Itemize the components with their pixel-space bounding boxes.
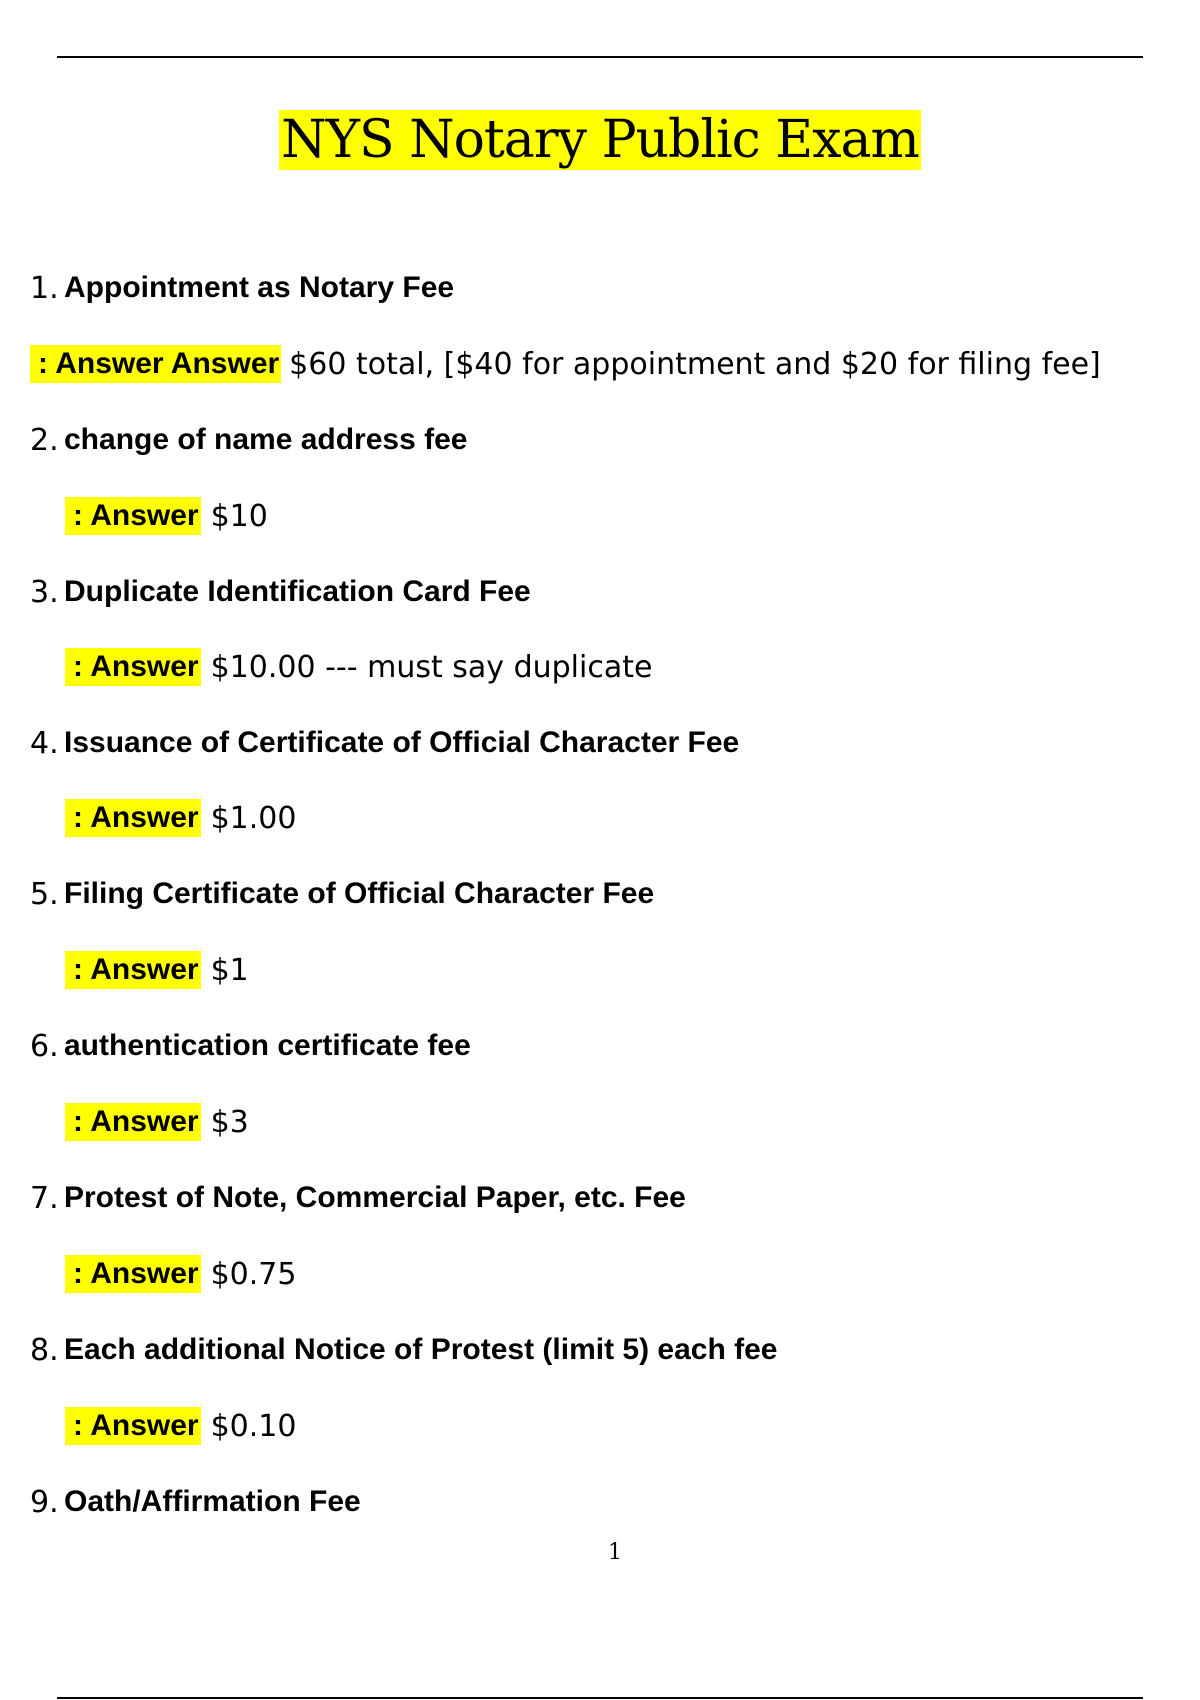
answer-label: : Answer: [65, 1103, 201, 1141]
question-number: 6.: [30, 1028, 59, 1064]
answer-value: $0.10: [210, 1408, 297, 1444]
bottom-divider: [57, 1697, 1143, 1699]
question-row: [30, 723, 739, 763]
answer-label: : Answer: [65, 497, 201, 535]
page-title-text: NYS Notary Public Exam: [281, 110, 919, 170]
answer-label: : Answer: [65, 799, 201, 837]
question-row: [30, 874, 654, 914]
top-divider: [57, 56, 1143, 58]
answer-row: [65, 1254, 296, 1294]
answer-label: : Answer: [65, 1407, 201, 1445]
answer-row: [65, 647, 652, 687]
question-text: Oath/Affirmation Fee: [64, 1485, 361, 1518]
question-number: 3.: [30, 574, 59, 610]
question-row: [30, 1330, 777, 1370]
question-row: [30, 1026, 471, 1066]
question-number: 8.: [30, 1332, 59, 1368]
answer-value: $1: [210, 952, 249, 988]
question-text: Each additional Notice of Protest (limit 5) each fee: [64, 1333, 778, 1366]
answer-label: : Answer Answer: [30, 345, 281, 383]
question-row: [30, 420, 467, 460]
question-number: 5.: [30, 876, 59, 912]
answer-row: [65, 798, 296, 838]
question-text: Issuance of Certificate of Official Character Fee: [64, 726, 740, 759]
answer-row: [65, 496, 268, 536]
answer-value: $10.00 --- must say duplicate: [210, 649, 653, 685]
answer-value: $60 total, [$40 for appointment and $20 for filing fee]: [289, 346, 1101, 382]
question-row: [30, 1178, 686, 1218]
question-row: [30, 268, 454, 308]
answer-row: [30, 344, 1101, 384]
question-text: Appointment as Notary Fee: [64, 271, 455, 304]
answer-label: : Answer: [65, 1255, 201, 1293]
question-text: Protest of Note, Commercial Paper, etc. Fee: [64, 1181, 686, 1214]
answer-value: $1.00: [210, 800, 297, 836]
question-number: 1.: [30, 270, 59, 306]
question-number: 7.: [30, 1180, 59, 1216]
question-text: authentication certificate fee: [64, 1029, 471, 1062]
answer-label: : Answer: [65, 648, 201, 686]
question-number: 4.: [30, 725, 59, 761]
page-title: [0, 108, 1200, 172]
answer-value: $10: [210, 498, 268, 534]
question-row: [30, 1482, 361, 1522]
answer-value: $0.75: [210, 1256, 297, 1292]
question-text: Filing Certificate of Official Character Fee: [64, 877, 655, 910]
question-number: 9.: [30, 1484, 59, 1520]
question-text: Duplicate Identification Card Fee: [64, 575, 531, 608]
question-number: 2.: [30, 422, 59, 458]
question-row: [30, 572, 531, 612]
answer-row: [65, 1406, 296, 1446]
answer-row: [65, 950, 249, 990]
answer-label: : Answer: [65, 951, 201, 989]
question-text: change of name address fee: [64, 423, 468, 456]
answer-value: $3: [210, 1104, 249, 1140]
answer-row: [65, 1102, 249, 1142]
page-number: 1: [608, 1540, 622, 1565]
